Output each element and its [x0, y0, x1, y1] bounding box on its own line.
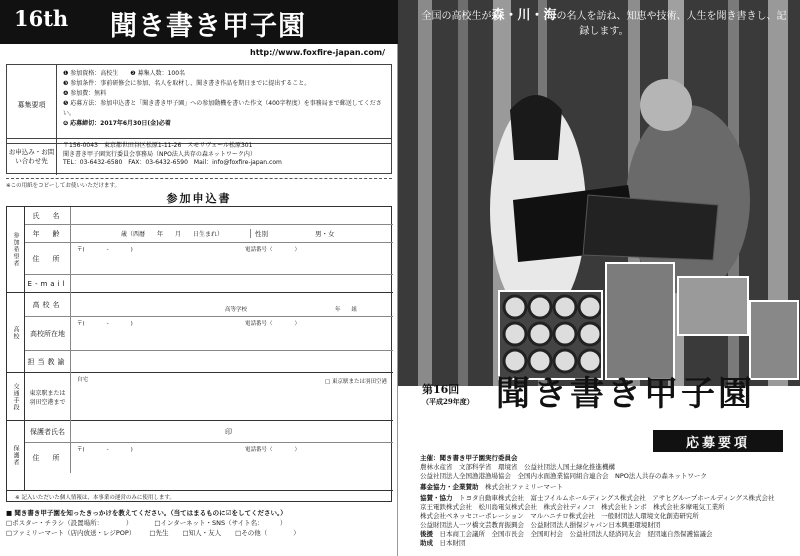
transport-label: 交通手段 — [7, 373, 25, 420]
privacy-note: ※ 記入いただいた個人情報は、本事業の運営のみに使用します。 — [15, 495, 175, 501]
edition-number: 第16回 — [422, 383, 460, 396]
website-url[interactable]: http://www.foxfire-japan.com/ — [250, 48, 386, 57]
referral-option[interactable]: □インターネット・SNS（サイト名： ） — [154, 519, 287, 527]
requirement-item: ❹ 参加費：無料 — [63, 90, 107, 97]
contact-org: 聞き書き甲子園実行委員会事務局（NPO法人共存の森ネットワーク内） — [63, 150, 256, 158]
guardian-label: 保護者 — [7, 421, 25, 490]
requirement-item: ❶ 参加資格：高校生 ❷ 募集人数：100名 — [63, 70, 186, 77]
referral-option[interactable]: □先生 — [149, 529, 169, 537]
contact-label: お申込み・お問い合わせ先 — [7, 139, 57, 175]
org-label: 主催： — [420, 454, 440, 462]
requirement-item: ❻ 応募締切：2017年6月30日(金)必着 — [63, 120, 171, 127]
org-text: 日本財団 — [439, 539, 466, 547]
guidelines-badge: 応募要項 — [653, 430, 783, 452]
age-label: 年 齢 — [25, 225, 71, 242]
org-line — [420, 512, 790, 521]
banner-title: 聞き書き甲子園 — [110, 11, 306, 42]
school-label: 高校 — [7, 293, 25, 372]
org-label: 助成 — [420, 539, 433, 547]
catch-emphasis: 森・川・海 — [491, 8, 557, 23]
contact-phone: TEL：03-6432-6580 FAX：03-6432-6590 Mail：info@foxfire-japan.com — [63, 159, 282, 166]
age-row[interactable] — [25, 225, 393, 243]
catch-part1: 全国の高校生が — [421, 11, 492, 22]
requirement-item: ❸ 参加条件：事前研修会に参加、名人を取材し、聞き書き作品を期日までに提出すること。 — [63, 80, 311, 87]
edition-year: （平成29年度） — [422, 397, 474, 406]
org-text: 公益財団法人一ツ橋文芸教育振興会 公益財団法人損保ジャパン日本興亜環境財団 — [420, 521, 661, 529]
referral-option[interactable]: □知人・友人 — [182, 529, 222, 537]
referral-option[interactable]: □その他（ ） — [235, 529, 300, 537]
requirements-list — [63, 69, 387, 129]
org-line — [420, 463, 790, 472]
name-row[interactable] — [25, 207, 393, 225]
contact-info — [63, 142, 282, 168]
org-text: 京王電鉄株式会社 松川島電気株式会社 株式会社ディノコ 株式会社トンボ 株式会社多摩電気工業所 — [420, 503, 725, 511]
email-row[interactable] — [25, 275, 393, 293]
org-label: 協賛・協力 — [420, 494, 453, 502]
school-name-row[interactable] — [25, 293, 393, 317]
applicant-section — [7, 207, 393, 293]
requirements-label: 募集要項 — [7, 65, 57, 145]
org-line — [420, 494, 790, 503]
transport-row[interactable] — [25, 373, 393, 421]
gender-options[interactable]: 男・女 — [315, 230, 335, 238]
applicant-label: 参加希望者 — [7, 207, 25, 292]
referral-question — [6, 508, 392, 538]
application-form — [6, 206, 392, 502]
guardian-name-label: 保護者氏名 — [25, 421, 71, 442]
school-phone-label: 電話番号（ ） — [245, 321, 301, 327]
catch-part2: の名人を訪ね、知恵や技術、人生を聞き書きし、記録します。 — [556, 11, 787, 37]
school-postal: 〒( - ) — [77, 321, 133, 327]
referral-title: ■ 聞き書き甲子園を知ったきっかけを教えてください。（当てはまるものに☑をしてください。） — [6, 509, 287, 517]
teacher-label: 担当教諭 — [25, 351, 71, 373]
guardian-address-row[interactable] — [25, 443, 393, 473]
org-text: 株式会社ペネッセコーポレーション マルハニチロ株式会社 一般財団法人環境文化創造研究所 — [420, 512, 699, 520]
school-name-label: 高校名 — [25, 293, 71, 316]
form-title: 参加申込書 — [166, 192, 232, 205]
photo-fisherman — [749, 300, 799, 380]
org-text: 日本商工会議所 全国市長会 全国町村会 公益社団法人経済同友会 経団連自然保護協議会 — [439, 530, 713, 538]
org-line — [420, 472, 790, 481]
postal-code: 〒( - ) — [77, 247, 133, 253]
org-text: トヨタ自動車株式会社 富士フイルムホールディングス株式会社 アサヒグループホールディングス株式会社 — [459, 494, 775, 502]
requirements-box — [6, 64, 392, 144]
transport-origin: 自宅 — [77, 377, 89, 383]
grade-label: 年 組 — [335, 307, 358, 313]
photo-craftsman — [605, 262, 675, 380]
school-section — [7, 293, 393, 373]
address-label: 住 所 — [25, 243, 71, 274]
referral-option[interactable]: □ファミリーマート（店内放送・レジPOP） — [6, 529, 136, 537]
org-text: 聞き書き甲子園実行委員会 — [439, 454, 518, 462]
seal-mark: 印 — [225, 428, 232, 436]
photo-portrait — [677, 276, 749, 336]
age-field: 歳（西暦 年 月 日生まれ） — [121, 231, 224, 238]
teacher-row[interactable] — [25, 351, 393, 373]
contact-box — [6, 138, 392, 174]
guardian-postal: 〒( - ) — [77, 447, 133, 453]
catchphrase — [418, 8, 790, 39]
school-address-label: 高校所在地 — [25, 317, 71, 350]
transport-destination[interactable]: □ 東京駅または羽田空港 — [325, 379, 387, 385]
org-line — [420, 521, 790, 530]
transport-section — [7, 373, 393, 421]
cut-line-note: ※この用紙をコピーしてお使いいただけます。 — [6, 178, 392, 189]
header-banner — [0, 0, 398, 44]
requirement-item: ❺ 応募方法：参加申込書と「聞き書き甲子園」への参加動機を書いた作文（400字程度）を事務局まで郵送してください。 — [63, 100, 382, 117]
poster-edition — [422, 384, 474, 408]
organizer-list — [420, 454, 790, 548]
org-text: 株式会社ファミリーマート — [485, 483, 563, 491]
org-label: 後援 — [420, 530, 433, 538]
guardian-name-row[interactable] — [25, 421, 393, 443]
email-label: E-mail — [25, 275, 71, 293]
school-suffix: 高等学校 — [225, 307, 248, 313]
poster-title: 聞き書き甲子園 — [496, 374, 755, 414]
guardian-address-label: 住 所 — [25, 443, 71, 473]
address-row[interactable] — [25, 243, 393, 275]
org-line — [420, 503, 790, 512]
org-line — [420, 454, 790, 463]
application-form-page — [0, 0, 398, 556]
poster-page — [398, 0, 800, 556]
org-line — [420, 483, 790, 492]
referral-option[interactable]: □ポスター・チラシ（設置場所： ） — [6, 519, 133, 527]
school-address-row[interactable] — [25, 317, 393, 351]
org-line — [420, 539, 790, 548]
edition-label: 16th — [14, 6, 69, 31]
org-text: 農林水産省 文部科学省 環境省 公益社団法人国土緑化推進機構 — [420, 463, 615, 471]
org-label: 募金協力・企業賛助 — [420, 483, 479, 491]
guardian-section — [7, 421, 393, 491]
name-label: 氏 名 — [25, 207, 71, 224]
poster-info — [398, 374, 800, 556]
contact-address: 〒156-0043 東京都世田谷区松原1-11-26 スモリヴェール松原301 — [63, 142, 253, 149]
guardian-phone-label: 電話番号（ ） — [245, 447, 301, 453]
gender-label: 性別 — [250, 229, 268, 238]
org-line — [420, 530, 790, 539]
transport-row-label: 東京駅または羽田空港まで — [25, 373, 71, 421]
org-text: 公益社団法人全国漁港漁場協会 全国内水面漁業協同組合連合会 NPO法人共存の森ネットワーク — [420, 472, 707, 480]
phone-label: 電話番号（ ） — [245, 247, 301, 253]
